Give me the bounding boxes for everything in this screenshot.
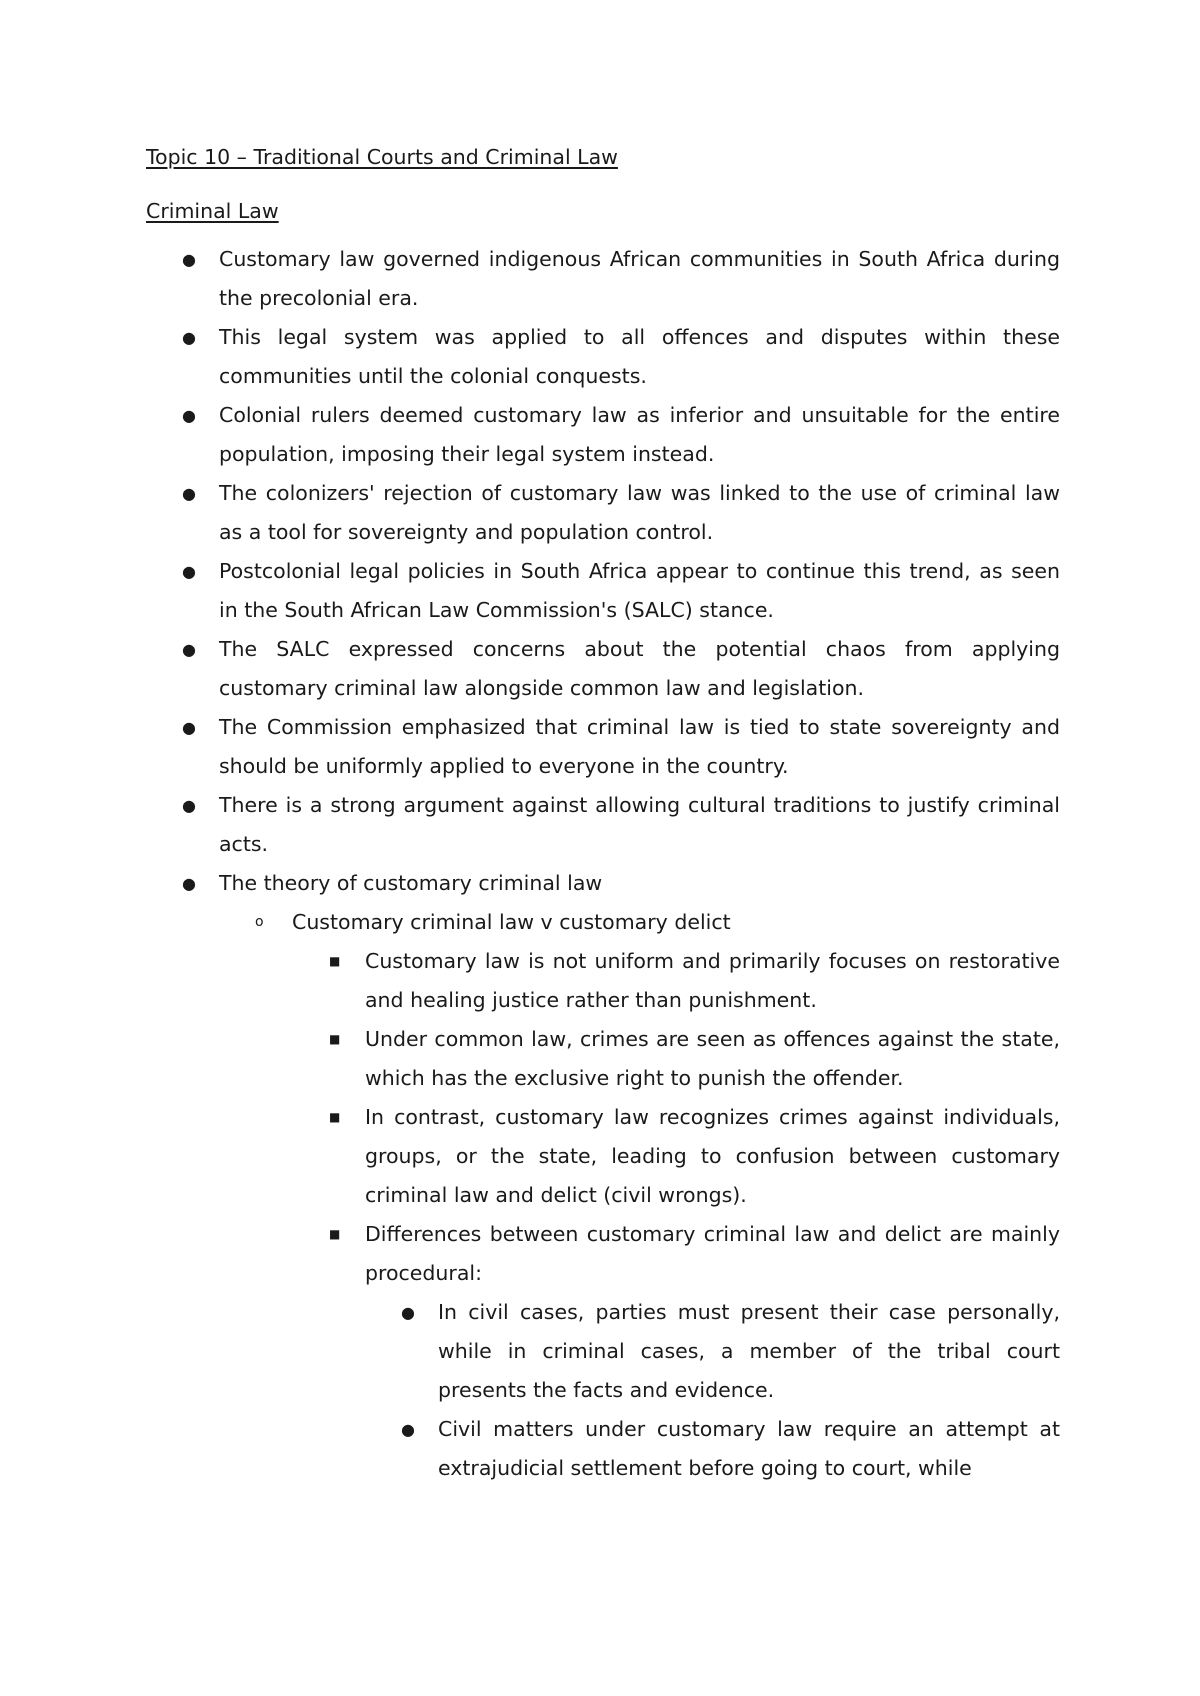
list-item-text: The theory of customary criminal law bbox=[219, 871, 603, 895]
document-page bbox=[146, 142, 1060, 1488]
bullet-icon: ● bbox=[182, 328, 196, 347]
list-item bbox=[146, 942, 1060, 1020]
list-item-text: Colonial rulers deemed customary law as inferior and unsuitable for the entire population, imposing their legal system instead. bbox=[219, 403, 1060, 466]
list-item bbox=[146, 864, 1060, 903]
list-item bbox=[146, 1293, 1060, 1410]
bullet-icon: ● bbox=[182, 406, 196, 425]
bullet-icon: ● bbox=[182, 718, 196, 737]
list-item bbox=[146, 708, 1060, 786]
bullet-list bbox=[146, 240, 1060, 1488]
bullet-icon: ● bbox=[182, 484, 196, 503]
bullet-icon: ● bbox=[182, 562, 196, 581]
list-item-text: Customary law governed indigenous African communities in South Africa during the precolonial era. bbox=[219, 247, 1060, 310]
list-item-text: In civil cases, parties must present their case personally, while in criminal cases, a member of the tribal court presents the facts and evidence. bbox=[438, 1300, 1060, 1402]
list-item bbox=[146, 903, 1060, 942]
list-item-text: Under common law, crimes are seen as offences against the state, which has the exclusive right to punish the offender. bbox=[365, 1027, 1060, 1090]
list-item-text: Customary criminal law v customary delict bbox=[292, 910, 731, 934]
list-item-text: There is a strong argument against allowing cultural traditions to justify criminal acts. bbox=[219, 793, 1060, 856]
list-item bbox=[146, 240, 1060, 318]
document-title: Topic 10 – Traditional Courts and Criminal Law bbox=[146, 145, 618, 169]
list-item bbox=[146, 318, 1060, 396]
bullet-icon: ● bbox=[182, 874, 196, 893]
list-item-text: The SALC expressed concerns about the potential chaos from applying customary criminal law alongside common law and legislation. bbox=[219, 637, 1060, 700]
list-item bbox=[146, 1020, 1060, 1098]
list-item bbox=[146, 1215, 1060, 1293]
bullet-icon: ■ bbox=[329, 954, 341, 968]
list-item bbox=[146, 1410, 1060, 1488]
section-heading: Criminal Law bbox=[146, 199, 279, 223]
list-item bbox=[146, 1098, 1060, 1215]
bullet-icon: ● bbox=[182, 796, 196, 815]
list-item-text: In contrast, customary law recognizes crimes against individuals, groups, or the state, leading to confusion between customary criminal law and delict (civil wrongs). bbox=[365, 1105, 1060, 1207]
list-item bbox=[146, 630, 1060, 708]
list-item bbox=[146, 552, 1060, 630]
list-item bbox=[146, 474, 1060, 552]
bullet-icon: ■ bbox=[329, 1110, 341, 1124]
bullet-icon: o bbox=[255, 914, 264, 930]
bullet-icon: ● bbox=[182, 250, 196, 269]
bullet-icon: ■ bbox=[329, 1032, 341, 1046]
bullet-icon: ● bbox=[182, 640, 196, 659]
list-item-text: Customary law is not uniform and primarily focuses on restorative and healing justice rather than punishment. bbox=[365, 949, 1060, 1012]
list-item-text: This legal system was applied to all offences and disputes within these communities until the colonial conquests. bbox=[219, 325, 1060, 388]
list-item-text: Differences between customary criminal law and delict are mainly procedural: bbox=[365, 1222, 1060, 1285]
list-item bbox=[146, 786, 1060, 864]
list-item bbox=[146, 396, 1060, 474]
list-item-text: Postcolonial legal policies in South Africa appear to continue this trend, as seen in the South African Law Commission's (SALC) stance. bbox=[219, 559, 1060, 622]
bullet-icon: ■ bbox=[329, 1227, 341, 1241]
list-item-text: Civil matters under customary law require an attempt at extrajudicial settlement before going to court, while bbox=[438, 1417, 1060, 1480]
list-item-text: The Commission emphasized that criminal law is tied to state sovereignty and should be uniformly applied to everyone in the country. bbox=[219, 715, 1060, 778]
bullet-icon: ● bbox=[401, 1420, 415, 1439]
list-item-text: The colonizers' rejection of customary law was linked to the use of criminal law as a tool for sovereignty and population control. bbox=[219, 481, 1060, 544]
bullet-icon: ● bbox=[401, 1303, 415, 1322]
